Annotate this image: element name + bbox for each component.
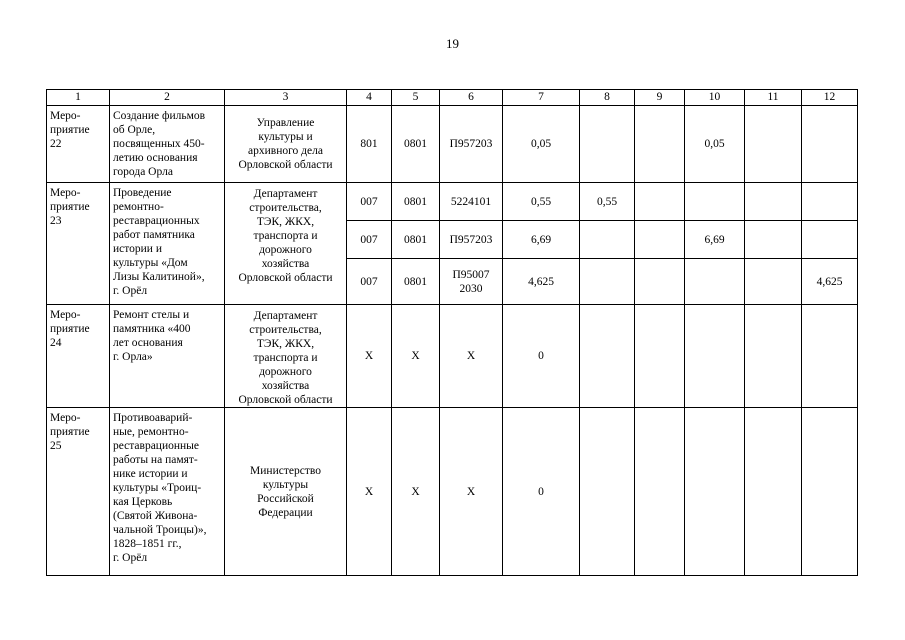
executor-cell: Департамент строительства, ТЭК, ЖКХ, транспорта и дорожного хозяйства Орловской области <box>225 183 347 305</box>
col7-cell: 0,05 <box>503 106 580 183</box>
executor-cell: Департамент строительства, ТЭК, ЖКХ, транспорта и дорожного хозяйства Орловской области <box>225 305 347 408</box>
header-cell-1: 1 <box>47 90 110 106</box>
table-row-event-22 <box>47 106 858 183</box>
col7-cell: 6,69 <box>503 221 580 259</box>
col12-cell <box>802 183 858 221</box>
col9-cell <box>635 106 685 183</box>
col5-cell: 0801 <box>392 183 440 221</box>
col7-cell: 0,55 <box>503 183 580 221</box>
col8-cell <box>580 408 635 576</box>
col6-cell: П957203 <box>440 221 503 259</box>
col5-cell: Х <box>392 408 440 576</box>
col7-cell: 4,625 <box>503 259 580 305</box>
col10-cell <box>685 408 745 576</box>
col12-cell <box>802 106 858 183</box>
header-cell-11: 11 <box>745 90 802 106</box>
col10-cell <box>685 305 745 408</box>
header-cell-10: 10 <box>685 90 745 106</box>
col10-cell: 0,05 <box>685 106 745 183</box>
event-name-cell: Создание фильмов об Орле, посвященных 450- летию основания города Орла <box>110 106 225 183</box>
col4-cell: Х <box>347 305 392 408</box>
header-cell-12: 12 <box>802 90 858 106</box>
header-cell-2: 2 <box>110 90 225 106</box>
col10-cell: 6,69 <box>685 221 745 259</box>
col12-cell: 4,625 <box>802 259 858 305</box>
event-cell: Меро- приятие 22 <box>47 106 110 183</box>
event-cell: Меро- приятие 23 <box>47 183 110 305</box>
col6-cell: Х <box>440 408 503 576</box>
col7-cell: 0 <box>503 305 580 408</box>
event-name-cell: Ремонт стелы и памятника «400 лет основания г. Орла» <box>110 305 225 408</box>
col8-cell <box>580 259 635 305</box>
executor-cell: Управление культуры и архивного дела Орловской области <box>225 106 347 183</box>
event-cell: Меро- приятие 25 <box>47 408 110 576</box>
col11-cell <box>745 259 802 305</box>
header-cell-6: 6 <box>440 90 503 106</box>
header-cell-7: 7 <box>503 90 580 106</box>
col4-cell: 007 <box>347 259 392 305</box>
col12-cell <box>802 408 858 576</box>
col10-cell <box>685 183 745 221</box>
col4-cell: Х <box>347 408 392 576</box>
col12-cell <box>802 305 858 408</box>
col9-cell <box>635 221 685 259</box>
col11-cell <box>745 221 802 259</box>
header-cell-4: 4 <box>347 90 392 106</box>
header-cell-3: 3 <box>225 90 347 106</box>
header-cell-9: 9 <box>635 90 685 106</box>
col6-cell: П957203 <box>440 106 503 183</box>
col7-cell: 0 <box>503 408 580 576</box>
col5-cell: 0801 <box>392 259 440 305</box>
col8-cell <box>580 221 635 259</box>
col5-cell: Х <box>392 305 440 408</box>
col8-cell <box>580 305 635 408</box>
col10-cell <box>685 259 745 305</box>
col12-cell <box>802 221 858 259</box>
table-row-event-23 <box>47 183 858 221</box>
col8-cell: 0,55 <box>580 183 635 221</box>
header-cell-8: 8 <box>580 90 635 106</box>
col9-cell <box>635 305 685 408</box>
col11-cell <box>745 106 802 183</box>
table-row-event-24 <box>47 305 858 408</box>
program-table <box>46 89 858 576</box>
col6-cell: Х <box>440 305 503 408</box>
executor-cell: Министерство культуры Российской Федерации <box>225 408 347 576</box>
page-number: 19 <box>446 36 459 51</box>
header-cell-5: 5 <box>392 90 440 106</box>
col5-cell: 0801 <box>392 221 440 259</box>
col4-cell: 007 <box>347 183 392 221</box>
col4-cell: 007 <box>347 221 392 259</box>
header-row <box>47 90 858 106</box>
col9-cell <box>635 183 685 221</box>
col6-cell: 5224101 <box>440 183 503 221</box>
event-name-cell: Противоаварий- ные, ремонтно- реставрационные работы на памят- нике истории и культуры «Троиц- кая Церковь (Святой Живона- чальной Троицы)», 1828–1851 гг., г. Орёл <box>110 408 225 576</box>
col4-cell: 801 <box>347 106 392 183</box>
col11-cell <box>745 183 802 221</box>
col11-cell <box>745 305 802 408</box>
col11-cell <box>745 408 802 576</box>
col8-cell <box>580 106 635 183</box>
col9-cell <box>635 259 685 305</box>
col5-cell: 0801 <box>392 106 440 183</box>
event-cell: Меро- приятие 24 <box>47 305 110 408</box>
table-row-event-25 <box>47 408 858 576</box>
col6-cell: П95007 2030 <box>440 259 503 305</box>
col9-cell <box>635 408 685 576</box>
event-name-cell: Проведение ремонтно- реставрационных работ памятника истории и культуры «Дом Лизы Калитиной», г. Орёл <box>110 183 225 305</box>
